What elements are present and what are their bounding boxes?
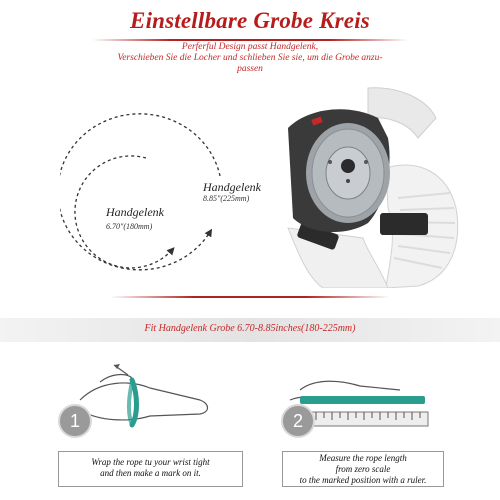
step-2-caption-line-3: to the marked position with a ruler. (299, 475, 427, 485)
step-2-caption-line-2: from zero scale (335, 464, 391, 474)
step-1-caption-box (58, 451, 243, 487)
step-1-caption-line-1: Wrap the rope tu your wrist tight (91, 457, 210, 467)
wrist-large-size: 8.85"(225mm) (203, 194, 250, 203)
wrist-small-label: Handgelenk (106, 205, 164, 219)
fit-banner-text: Fit Handgelenk Grobe 6.70-8.85inches(180-225mm) (144, 323, 356, 334)
step-1-caption-line-2: and then make a mark on it. (100, 468, 201, 478)
subtitle-line-1: Perferful Design passt Handgelenk, (181, 42, 319, 52)
title-underline (92, 39, 408, 41)
wrist-rope-illustration (70, 360, 220, 440)
page-title: Einstellbare Grobe Kreis (130, 8, 370, 33)
step-1-circle: 1 (58, 404, 92, 438)
step-2-caption-box (282, 451, 444, 487)
wrist-small-size: 6.70"(180mm) (106, 222, 153, 231)
step-2-caption-line-1: Measure the rope length (319, 453, 407, 463)
subtitle-line-2: Verschieben Sie die Locher und schlieben Sie sie, um die Grobe anzu- (117, 53, 383, 63)
subtitle-line-3: passen (237, 64, 263, 74)
wrist-large-label: Handgelenk (203, 180, 261, 194)
step-2-circle: 2 (281, 404, 315, 438)
watch-image (268, 78, 468, 288)
large-circle-arrow-icon (60, 114, 220, 270)
section-divider (110, 296, 390, 298)
